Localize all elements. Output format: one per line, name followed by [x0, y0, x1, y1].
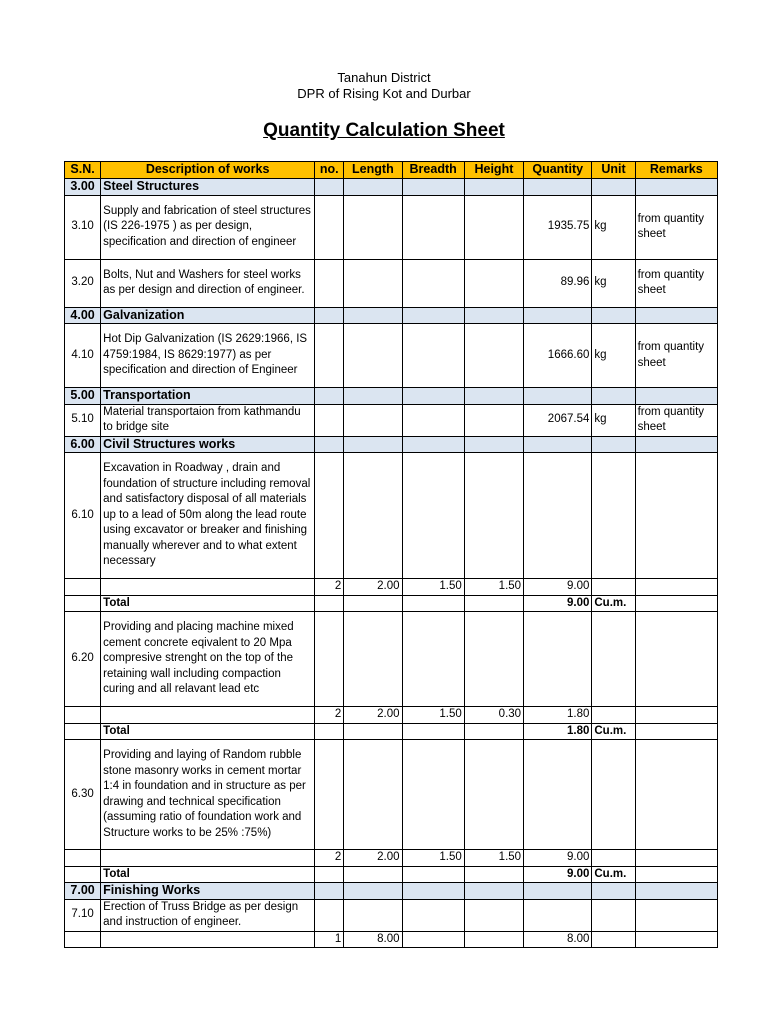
- section-number: 6.00: [65, 436, 101, 453]
- table-row: [65, 707, 718, 724]
- item-unit: [592, 850, 635, 867]
- section-empty-cell: [592, 436, 635, 453]
- table-row: [65, 259, 718, 307]
- table-row: [65, 453, 718, 579]
- section-empty-cell: [402, 436, 464, 453]
- section-empty-cell: [464, 179, 523, 196]
- section-empty-cell: [402, 179, 464, 196]
- item-count: [315, 324, 344, 388]
- item-height: 1.50: [464, 579, 523, 596]
- col-header-no: no.: [315, 162, 344, 179]
- item-quantity: 1.80: [524, 723, 592, 740]
- total-row: [65, 866, 718, 883]
- item-breadth: [402, 595, 464, 612]
- item-unit: kg: [592, 195, 635, 259]
- item-quantity: [524, 899, 592, 931]
- section-row: [65, 883, 718, 900]
- item-height: [464, 612, 523, 707]
- item-height: [464, 404, 523, 436]
- item-count: 1: [315, 931, 344, 948]
- table-row: [65, 740, 718, 850]
- item-count: [315, 612, 344, 707]
- item-breadth: [402, 195, 464, 259]
- item-count: 2: [315, 579, 344, 596]
- table-row: [65, 850, 718, 867]
- item-breadth: [402, 612, 464, 707]
- item-description: Erection of Truss Bridge as per design and instruction of engineer.: [101, 899, 315, 931]
- item-length: [344, 723, 402, 740]
- total-row: [65, 595, 718, 612]
- section-empty-cell: [344, 307, 402, 324]
- item-number: 3.20: [65, 259, 101, 307]
- section-empty-cell: [635, 436, 717, 453]
- item-description: Material transportaion from kathmandu to bridge site: [101, 404, 315, 436]
- item-unit: [592, 707, 635, 724]
- item-description: Providing and laying of Random rubble stone masonry works in cement mortar 1:4 in foundation and in structure as per drawing and technical specification (assuming ratio of foundation work and Structure works to be 25% :75%): [101, 740, 315, 850]
- item-height: [464, 595, 523, 612]
- section-empty-cell: [464, 307, 523, 324]
- item-number: 6.20: [65, 612, 101, 707]
- section-empty-cell: [524, 436, 592, 453]
- item-height: [464, 899, 523, 931]
- section-empty-cell: [402, 883, 464, 900]
- item-length: [344, 324, 402, 388]
- item-length: 2.00: [344, 850, 402, 867]
- item-breadth: [402, 931, 464, 948]
- item-remarks: [635, 740, 717, 850]
- item-unit: kg: [592, 404, 635, 436]
- item-height: [464, 324, 523, 388]
- item-count: [315, 595, 344, 612]
- item-count: [315, 259, 344, 307]
- item-number: [65, 850, 101, 867]
- item-remarks: from quantity sheet: [635, 404, 717, 436]
- item-description: Excavation in Roadway , drain and foundation of structure including removal and satisfactory disposal of all materials up to a lead of 50m along the lead route using excavator or breaker and finishing manually wherever and to what extent necessary: [101, 453, 315, 579]
- section-title: Finishing Works: [101, 883, 315, 900]
- section-empty-cell: [464, 883, 523, 900]
- item-number: 6.10: [65, 453, 101, 579]
- item-count: 2: [315, 707, 344, 724]
- table-row: [65, 579, 718, 596]
- item-number: 7.10: [65, 899, 101, 931]
- item-breadth: [402, 404, 464, 436]
- item-description: Total: [101, 866, 315, 883]
- item-height: 1.50: [464, 850, 523, 867]
- section-number: 3.00: [65, 179, 101, 196]
- item-number: 4.10: [65, 324, 101, 388]
- total-row: [65, 723, 718, 740]
- item-length: [344, 595, 402, 612]
- item-remarks: from quantity sheet: [635, 324, 717, 388]
- item-breadth: [402, 324, 464, 388]
- item-number: 3.10: [65, 195, 101, 259]
- table-row: [65, 612, 718, 707]
- item-description: [101, 707, 315, 724]
- item-unit: kg: [592, 324, 635, 388]
- section-empty-cell: [315, 388, 344, 405]
- item-length: [344, 899, 402, 931]
- item-length: [344, 195, 402, 259]
- item-remarks: [635, 453, 717, 579]
- section-empty-cell: [524, 307, 592, 324]
- section-empty-cell: [344, 388, 402, 405]
- section-empty-cell: [592, 883, 635, 900]
- col-header-remarks: Remarks: [635, 162, 717, 179]
- section-empty-cell: [402, 388, 464, 405]
- item-quantity: 9.00: [524, 595, 592, 612]
- section-empty-cell: [464, 388, 523, 405]
- section-title: Galvanization: [101, 307, 315, 324]
- section-empty-cell: [635, 883, 717, 900]
- item-length: 8.00: [344, 931, 402, 948]
- col-header-description: Description of works: [101, 162, 315, 179]
- col-header-sn: S.N.: [65, 162, 101, 179]
- section-empty-cell: [524, 388, 592, 405]
- section-empty-cell: [635, 388, 717, 405]
- item-quantity: 1.80: [524, 707, 592, 724]
- item-unit: [592, 899, 635, 931]
- item-remarks: [635, 931, 717, 948]
- table-row: [65, 404, 718, 436]
- item-height: [464, 195, 523, 259]
- table-row: [65, 899, 718, 931]
- item-breadth: [402, 899, 464, 931]
- item-length: [344, 612, 402, 707]
- item-description: Supply and fabrication of steel structures (IS 226-1975 ) as per design, specification and direction of engineer: [101, 195, 315, 259]
- item-height: 0.30: [464, 707, 523, 724]
- section-empty-cell: [402, 307, 464, 324]
- item-quantity: [524, 453, 592, 579]
- item-length: [344, 866, 402, 883]
- item-description: Providing and placing machine mixed cement concrete eqivalent to 20 Mpa compresive strenght on the top of the retaining wall including compaction curing and all relavant lead etc: [101, 612, 315, 707]
- section-row: [65, 307, 718, 324]
- item-unit: [592, 453, 635, 579]
- section-empty-cell: [524, 883, 592, 900]
- section-empty-cell: [592, 307, 635, 324]
- section-empty-cell: [592, 179, 635, 196]
- item-quantity: 8.00: [524, 931, 592, 948]
- section-empty-cell: [315, 179, 344, 196]
- item-count: [315, 453, 344, 579]
- section-title: Civil Structures works: [101, 436, 315, 453]
- item-height: [464, 723, 523, 740]
- item-unit: Cu.m.: [592, 866, 635, 883]
- item-breadth: [402, 259, 464, 307]
- section-empty-cell: [315, 307, 344, 324]
- section-number: 4.00: [65, 307, 101, 324]
- item-unit: kg: [592, 259, 635, 307]
- item-count: [315, 404, 344, 436]
- item-number: [65, 707, 101, 724]
- col-header-unit: Unit: [592, 162, 635, 179]
- col-header-quantity: Quantity: [524, 162, 592, 179]
- item-remarks: [635, 899, 717, 931]
- section-empty-cell: [344, 179, 402, 196]
- item-remarks: [635, 579, 717, 596]
- section-empty-cell: [635, 307, 717, 324]
- item-length: [344, 740, 402, 850]
- item-breadth: 1.50: [402, 579, 464, 596]
- section-number: 7.00: [65, 883, 101, 900]
- item-description: [101, 931, 315, 948]
- item-quantity: 2067.54: [524, 404, 592, 436]
- item-remarks: from quantity sheet: [635, 259, 717, 307]
- district-heading: Tanahun District: [337, 70, 431, 85]
- item-number: [65, 579, 101, 596]
- item-length: [344, 453, 402, 579]
- item-number: 5.10: [65, 404, 101, 436]
- item-length: [344, 259, 402, 307]
- item-remarks: [635, 612, 717, 707]
- item-description: Bolts, Nut and Washers for steel works as per design and direction of engineer.: [101, 259, 315, 307]
- item-count: [315, 740, 344, 850]
- section-row: [65, 388, 718, 405]
- item-number: [65, 931, 101, 948]
- item-unit: [592, 740, 635, 850]
- item-breadth: [402, 453, 464, 579]
- item-height: [464, 740, 523, 850]
- item-breadth: 1.50: [402, 850, 464, 867]
- item-breadth: [402, 723, 464, 740]
- col-header-length: Length: [344, 162, 402, 179]
- section-empty-cell: [344, 883, 402, 900]
- item-remarks: from quantity sheet: [635, 195, 717, 259]
- item-count: 2: [315, 850, 344, 867]
- item-length: [344, 404, 402, 436]
- item-quantity: 9.00: [524, 866, 592, 883]
- table-header-row: [65, 162, 718, 179]
- item-height: [464, 866, 523, 883]
- item-quantity: 89.96: [524, 259, 592, 307]
- item-unit: Cu.m.: [592, 723, 635, 740]
- item-unit: [592, 612, 635, 707]
- col-header-breadth: Breadth: [402, 162, 464, 179]
- item-quantity: [524, 740, 592, 850]
- item-quantity: 1935.75: [524, 195, 592, 259]
- item-number: [65, 866, 101, 883]
- item-description: Total: [101, 595, 315, 612]
- table-row: [65, 931, 718, 948]
- project-heading: DPR of Rising Kot and Durbar: [297, 86, 471, 101]
- item-quantity: [524, 612, 592, 707]
- item-breadth: [402, 866, 464, 883]
- section-row: [65, 179, 718, 196]
- table-row: [65, 195, 718, 259]
- section-empty-cell: [315, 436, 344, 453]
- section-title: Steel Structures: [101, 179, 315, 196]
- item-length: 2.00: [344, 707, 402, 724]
- sheet-title: Quantity Calculation Sheet: [263, 120, 505, 141]
- item-remarks: [635, 707, 717, 724]
- item-count: [315, 723, 344, 740]
- item-length: 2.00: [344, 579, 402, 596]
- table-row: [65, 324, 718, 388]
- item-remarks: [635, 866, 717, 883]
- item-unit: [592, 579, 635, 596]
- item-description: Total: [101, 723, 315, 740]
- item-description: [101, 850, 315, 867]
- item-remarks: [635, 850, 717, 867]
- item-unit: Cu.m.: [592, 595, 635, 612]
- item-quantity: 9.00: [524, 850, 592, 867]
- section-empty-cell: [464, 436, 523, 453]
- item-height: [464, 931, 523, 948]
- item-count: [315, 866, 344, 883]
- section-number: 5.00: [65, 388, 101, 405]
- item-number: [65, 723, 101, 740]
- section-empty-cell: [315, 883, 344, 900]
- quantity-table: [64, 161, 718, 948]
- section-title: Transportation: [101, 388, 315, 405]
- item-height: [464, 453, 523, 579]
- section-empty-cell: [524, 179, 592, 196]
- section-empty-cell: [344, 436, 402, 453]
- section-row: [65, 436, 718, 453]
- item-count: [315, 899, 344, 931]
- section-empty-cell: [592, 388, 635, 405]
- item-description: [101, 579, 315, 596]
- item-breadth: 1.50: [402, 707, 464, 724]
- section-empty-cell: [635, 179, 717, 196]
- item-breadth: [402, 740, 464, 850]
- item-quantity: 1666.60: [524, 324, 592, 388]
- item-remarks: [635, 595, 717, 612]
- item-remarks: [635, 723, 717, 740]
- item-description: Hot Dip Galvanization (IS 2629:1966, IS 4759:1984, IS 8629:1977) as per specification and direction of Engineer: [101, 324, 315, 388]
- item-count: [315, 195, 344, 259]
- col-header-height: Height: [464, 162, 523, 179]
- item-number: 6.30: [65, 740, 101, 850]
- item-height: [464, 259, 523, 307]
- item-number: [65, 595, 101, 612]
- item-unit: [592, 931, 635, 948]
- item-quantity: 9.00: [524, 579, 592, 596]
